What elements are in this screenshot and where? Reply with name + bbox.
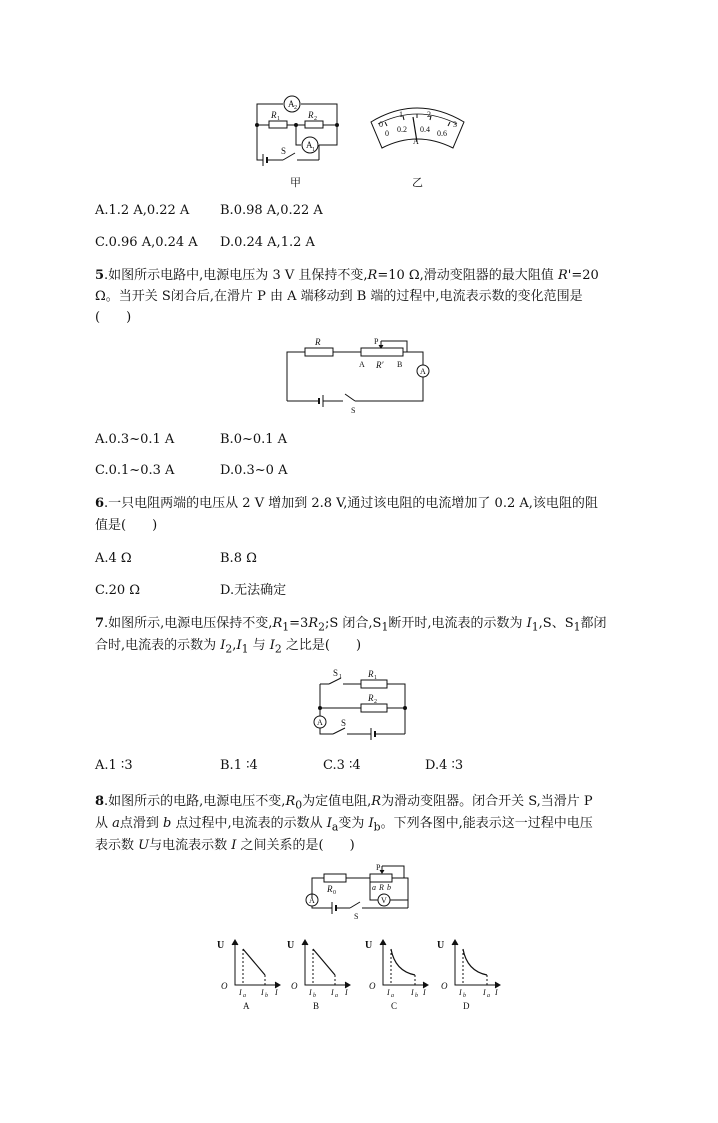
q5-end-B-label: B	[397, 360, 403, 369]
q4-option-c: C.0.96 A,0.24 A	[95, 235, 198, 250]
graph-a-x1-sub: a	[243, 993, 246, 999]
graph-c-axis-I: I	[423, 988, 426, 997]
graph-b-x1: I	[309, 988, 312, 997]
dial-outer-tick-1: 1	[399, 110, 403, 119]
graph-b-x2: I	[331, 988, 334, 997]
q7-option-b: B.1 ∶4	[220, 758, 258, 773]
q7-option-a: A.1 ∶3	[95, 758, 133, 773]
resistor-R2-label: R	[308, 110, 314, 120]
graph-c-x1: I	[387, 988, 390, 997]
q8-line-2: 从 a点滑到 b 点过程中,电流表的示数从 $I_a$变为 $I_b$。下列各图中,能表示这一过程中电压	[95, 816, 593, 834]
graph-d-U-label: U	[437, 940, 445, 951]
graph-d-axis-I: I	[495, 988, 498, 997]
graph-c-x2-sub: b	[415, 993, 418, 999]
q7-resistor-R1-sub: 1	[374, 675, 377, 681]
switch-S-label: S	[281, 146, 287, 156]
graph-a-caption: A	[243, 1001, 250, 1011]
graph-a-x2: I	[261, 988, 264, 997]
q5-resistor-R-label: R	[315, 337, 321, 347]
graph-b-U-label: U	[287, 940, 295, 951]
dial-outer-tick-0: 0	[379, 120, 383, 129]
q8-switch-label: S	[354, 912, 359, 920]
q7-ammeter-label: A	[317, 718, 323, 727]
q8-graph-b	[283, 937, 353, 1012]
graph-b-origin: O	[291, 981, 298, 991]
graph-d-x2: I	[483, 988, 486, 997]
q8-circuit	[300, 862, 418, 920]
q8-point-a-label: a	[372, 883, 376, 892]
graph-b-x1-sub: b	[313, 993, 316, 999]
graph-c-x2: I	[411, 988, 414, 997]
q5-option-d: D.0.3~0 A	[220, 463, 288, 478]
q7-resistor-R1-label: R	[368, 669, 374, 679]
graph-c-x1-sub: a	[391, 993, 394, 999]
q8-ammeter-label: A	[309, 896, 315, 905]
ammeter-A2-label: A	[288, 99, 295, 109]
q8-line-3: 表示数 U与电流表示数 I 之间关系的是( )	[95, 838, 355, 853]
graph-c-U-label: U	[365, 940, 373, 951]
graph-d-x2-sub: a	[487, 993, 490, 999]
dial-outer-tick-2: 2	[427, 110, 431, 119]
graph-c-origin: O	[369, 981, 376, 991]
q7-option-c: C.3 ∶4	[323, 758, 361, 773]
q6-option-a: A.4 Ω	[95, 551, 132, 566]
dial-inner-tick-1: 0.2	[397, 125, 407, 134]
dial-inner-tick-2: 0.4	[420, 125, 430, 134]
resistor-R1-label: R	[271, 110, 277, 120]
q4-circuit-jia	[245, 90, 350, 180]
q6-line-1: 6.一只电阻两端的电压从 2 V 增加到 2.8 V,通过该电阻的电流增加了 0.2 A,该电阻的阻	[95, 496, 598, 511]
q8-graph-d	[433, 937, 503, 1012]
dial-inner-tick-0: 0	[385, 129, 389, 138]
q7-switch-S1-label: S	[333, 668, 339, 678]
graph-b-x2-sub: a	[335, 993, 338, 999]
q6-option-b: B.8 Ω	[220, 551, 257, 566]
graph-c-caption: C	[391, 1001, 398, 1011]
q8-slider-P-label: P	[376, 863, 381, 872]
graph-d-origin: O	[441, 981, 448, 991]
q5-line-3: ( )	[95, 310, 132, 325]
graph-a-U-label: U	[217, 940, 225, 951]
figure-jia-caption: 甲	[290, 176, 301, 189]
q5-slider-P-label: P	[374, 337, 379, 346]
q8-point-b-label: b	[387, 883, 391, 892]
ammeter-A2-sub: 2	[294, 105, 297, 111]
graph-b-axis-I: I	[345, 988, 348, 997]
q8-resistor-R0-sub: 0	[333, 890, 336, 896]
graph-d-x1: I	[459, 988, 462, 997]
resistor-R2-sub: 2	[314, 116, 317, 122]
q8-voltmeter-label: V	[381, 896, 387, 905]
q6-option-d: D.无法确定	[220, 583, 287, 598]
q4-option-a: A.1.2 A,0.22 A	[95, 203, 190, 218]
q7-line-1: 7.如图所示,电源电压保持不变$,R_1=3R_2;S$ 闭合$,S_1$断开时,电流表的示数为 $I_1,S$、$S_1$都闭	[95, 616, 607, 634]
q7-resistor-R2-label: R	[368, 693, 374, 703]
q4-option-d: D.0.24 A,1.2 A	[220, 235, 315, 250]
q5-rheostat-label: R′	[376, 360, 384, 370]
q7-resistor-R2-sub: 2	[374, 699, 377, 705]
q7-switch-S1-sub: 1	[339, 674, 342, 680]
q7-option-d: D.4 ∶3	[425, 758, 464, 773]
q8-rheostat-label: R	[379, 883, 384, 892]
q5-option-a: A.0.3~0.1 A	[95, 432, 175, 447]
q5-end-A-label: A	[359, 360, 365, 369]
resistor-R1-sub: 1	[277, 116, 280, 122]
q7-switch-S-label: S	[341, 718, 347, 728]
graph-d-x1-sub: b	[463, 993, 466, 999]
ammeter-A1-sub: 1	[312, 147, 315, 153]
dial-unit: A	[413, 137, 419, 146]
q8-graph-c	[361, 937, 431, 1012]
graph-a-x1: I	[239, 988, 242, 997]
dial-outer-tick-3: 3	[453, 120, 457, 129]
dial-inner-tick-3: 0.6	[437, 129, 447, 138]
q7-circuit	[305, 664, 413, 744]
q8-line-1: 8.如图所示的电路,电源电压不变$,R_0$为定值电阻,R为滑动变阻器。闭合开关 S,当滑片 P	[95, 794, 593, 812]
q5-line-2: Ω。当开关 S闭合后,在滑片 P 由 A 端移动到 B 端的过程中,电流表示数的变化范围是	[95, 289, 583, 304]
graph-a-origin: O	[221, 981, 228, 991]
q5-ammeter-label: A	[420, 367, 426, 376]
q5-switch-label: S	[351, 406, 356, 415]
q5-option-b: B.0~0.1 A	[220, 432, 288, 447]
q8-resistor-R0-label: R	[327, 884, 333, 894]
q5-line-1: 5.如图所示电路中,电源电压为 3 V 且保持不变,R=10 Ω,滑动变阻器的最大阻值 R'=20	[95, 268, 599, 283]
graph-d-caption: D	[463, 1001, 470, 1011]
q6-line-2: 值是( )	[95, 518, 158, 533]
q5-option-c: C.0.1~0.3 A	[95, 463, 175, 478]
ammeter-A1-label: A	[306, 140, 313, 150]
q6-option-c: C.20 Ω	[95, 583, 141, 598]
q5-circuit	[283, 335, 435, 415]
q4-ammeter-dial-yi	[365, 100, 470, 160]
figure-yi-caption: 乙	[412, 176, 423, 189]
q7-line-2: 合时,电流表的示数为 $I_2,I_1$ 与 $I_2$ 之比是( )	[95, 638, 362, 656]
q4-option-b: B.0.98 A,0.22 A	[220, 203, 323, 218]
graph-b-caption: B	[313, 1001, 320, 1011]
graph-a-axis-I: I	[275, 988, 278, 997]
q8-graph-a	[213, 937, 283, 1012]
graph-a-x2-sub: b	[265, 993, 268, 999]
